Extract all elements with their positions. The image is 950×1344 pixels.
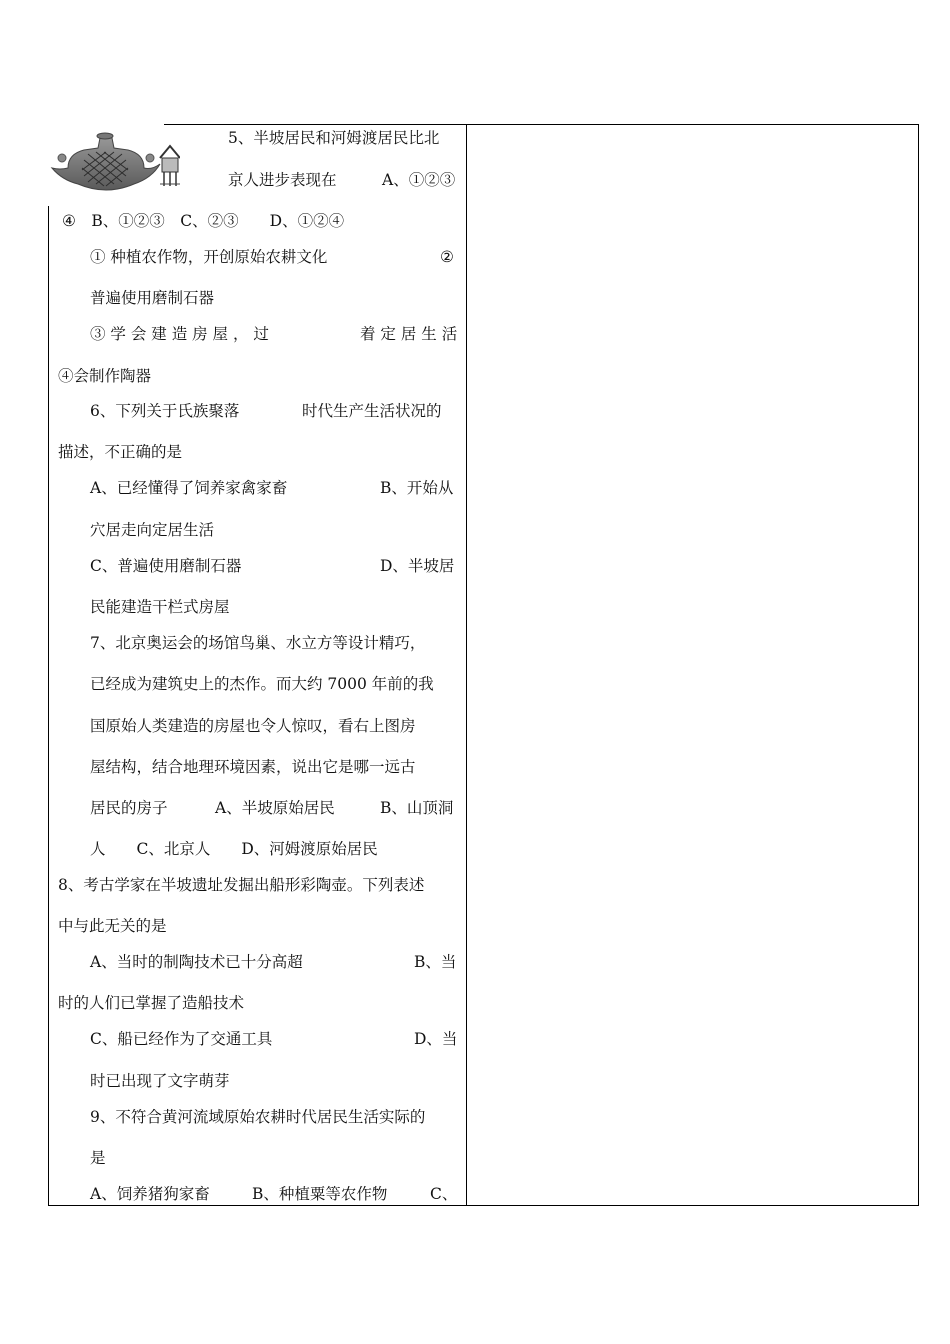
- q6-option-b: B、开始从: [380, 479, 454, 497]
- q8-option-b-cont: 时的人们已掌握了造船技术: [58, 994, 245, 1012]
- q8-option-d: D、当: [414, 1030, 458, 1048]
- q8-option-b: B、当: [414, 953, 457, 971]
- q9-line-2: 是: [90, 1149, 106, 1167]
- q5-line-2b: A、①②③: [382, 171, 456, 189]
- q7-line-3: 国原始人类建造的房屋也令人惊叹，看右上图房: [90, 717, 416, 735]
- q7-line-4: 屋结构，结合地理环境因素，说出它是哪一远古: [90, 758, 416, 776]
- q5-item-2-marker: ②: [440, 248, 454, 266]
- q7-option-b: B、山顶洞: [380, 799, 454, 817]
- q9-line-1: 9、不符合黄河流域原始农耕时代居民生活实际的: [90, 1108, 426, 1126]
- q5-line-1: 5、半坡居民和河姆渡居民比北: [228, 129, 440, 147]
- q5-line-2a: 京人进步表现在: [228, 171, 337, 189]
- q9-option-b: B、种植粟等农作物: [252, 1185, 388, 1203]
- q7-line-1: 7、北京奥运会的场馆鸟巢、水立方等设计精巧，: [90, 634, 426, 652]
- q5-item-3a: ③ 学 会 建 造 房 屋 ， 过: [90, 325, 269, 343]
- q6-option-b-cont: 穴居走向定居生活: [90, 521, 215, 539]
- q7-line-5a: 居民的房子: [90, 799, 168, 817]
- q5-item-1: ① 种植农作物，开创原始农耕文化: [90, 248, 328, 266]
- q5-options: ④ B、①②③ C、②③ D、①②④: [62, 212, 345, 230]
- q5-item-2: 普遍使用磨制石器: [90, 289, 215, 307]
- table-column-divider: [466, 124, 467, 1206]
- q8-option-d-cont: 时已出现了文字萌芽: [90, 1072, 230, 1090]
- q8-line-1: 8、考古学家在半坡遗址发掘出船形彩陶壶。下列表述: [58, 876, 425, 894]
- q5-item-3b: 着 定 居 生 活: [360, 325, 458, 343]
- q8-line-2: 中与此无关的是: [58, 917, 167, 935]
- q6-option-c: C、普遍使用磨制石器: [90, 557, 242, 575]
- q9-option-a: A、饲养猪狗家畜: [90, 1185, 210, 1203]
- q5-item-4: ④会制作陶器: [58, 367, 152, 385]
- stilt-house-image: [158, 128, 180, 192]
- q7-line-2: 已经成为建筑史上的杰作。而大约 7000 年前的我: [90, 675, 434, 693]
- q9-option-c: C、: [430, 1185, 458, 1203]
- q6-stem-2: 描述，不正确的是: [58, 443, 183, 461]
- q7-options-cont: 人 C、北京人 D、河姆渡原始居民: [90, 840, 378, 858]
- q6-option-d-cont: 民能建造干栏式房屋: [90, 598, 230, 616]
- q6-option-a: A、已经懂得了饲养家禽家畜: [90, 479, 288, 497]
- q7-option-a: A、半坡原始居民: [215, 799, 335, 817]
- q6-stem-a: 6、下列关于氏族聚落: [90, 402, 240, 420]
- boat-pot-image: [48, 124, 164, 206]
- q8-option-a: A、当时的制陶技术已十分高超: [90, 953, 303, 971]
- q8-option-c: C、船已经作为了交通工具: [90, 1030, 273, 1048]
- q6-stem-b: 时代生产生活状况的: [302, 402, 442, 420]
- q6-option-d: D、半坡居: [380, 557, 455, 575]
